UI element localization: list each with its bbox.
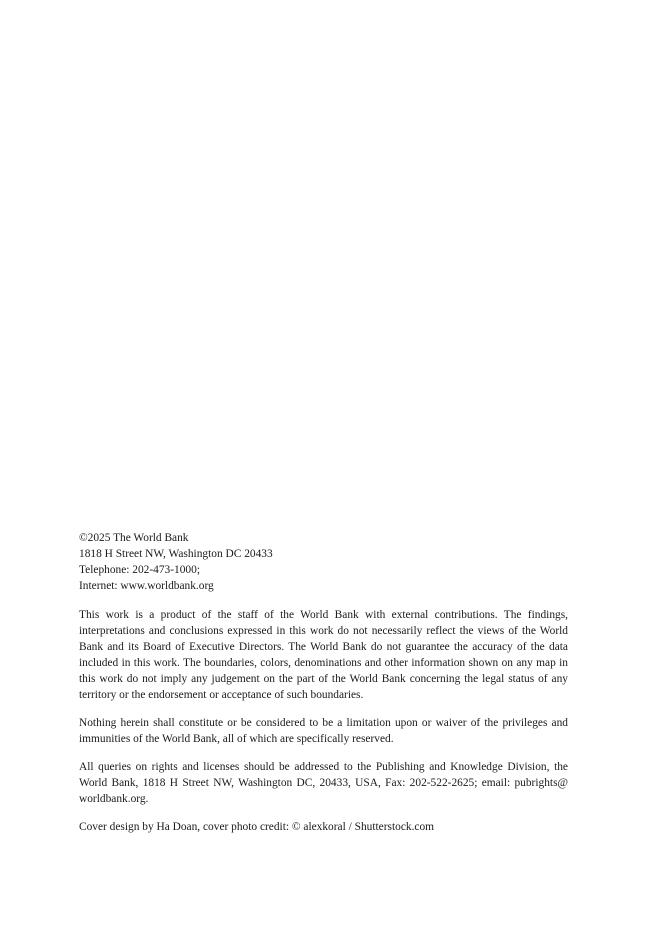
copyright-block (79, 530, 568, 835)
copyright-line: ©2025 The World Bank (79, 532, 189, 544)
internet-address: Internet: www.worldbank.org (79, 580, 214, 592)
disclaimer-paragraph: This work is a product of the staff of the World Bank with external contributions. The findings, interpretations and conclusions expressed in this work do not necessarily reflect the views of the World Bank and its Board of Executive Directors. The World Bank do not guarantee the accuracy of the data included in this work. The boundaries, colors, denominations and other information shown on any map in this work do not imply any judgement on the part of the World Bank concerning the legal status of any territory or the endorsement or acceptance of such boundaries. (79, 609, 568, 701)
street-address: 1818 H Street NW, Washington DC 20433 (79, 548, 273, 560)
publisher-address (79, 530, 568, 594)
telephone: Telephone: 202-473-1000; (79, 564, 200, 576)
cover-credit: Cover design by Ha Doan, cover photo credit: © alexkoral / Shutterstock.com (79, 821, 435, 833)
rights-paragraph: All queries on rights and licenses should be addressed to the Publishing and Knowledge Division, the World Bank, 1818 H Street NW, Washington DC, 20433, USA, Fax: 202-522-2625; email: pubrights@ worldbank.org. (79, 761, 568, 805)
privileges-paragraph: Nothing herein shall constitute or be considered to be a limitation upon or waiver of the privileges and immunities of the World Bank, all of which are specifically reserved. (79, 717, 568, 745)
